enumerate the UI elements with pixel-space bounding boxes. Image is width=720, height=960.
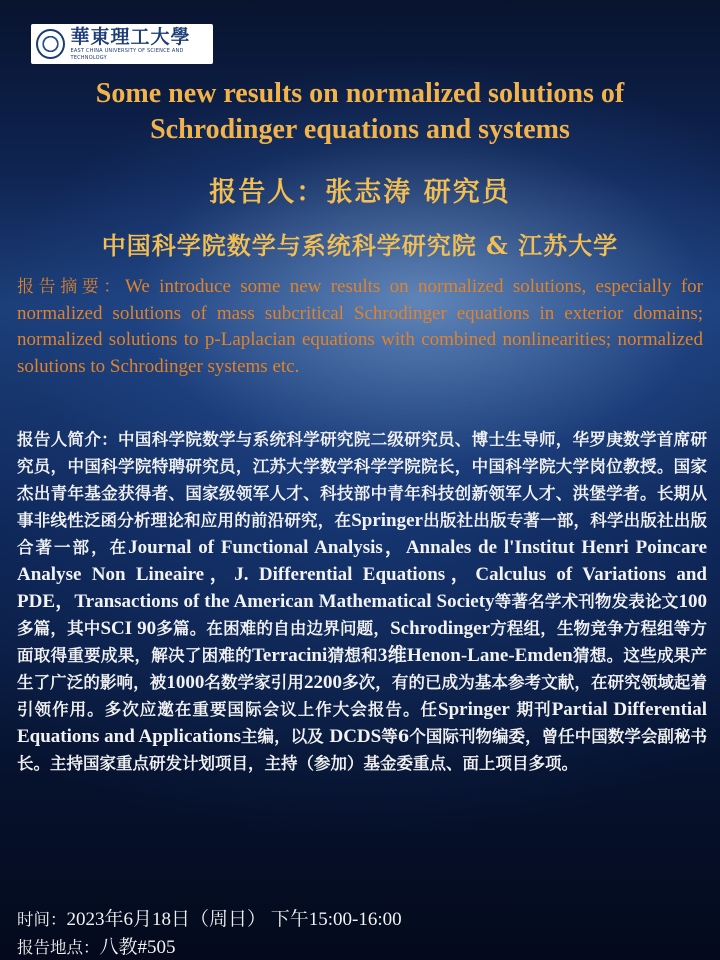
university-logo (31, 24, 213, 64)
bio-text: Partial Differential Equations and Applications (17, 699, 707, 747)
bio-text: 名数学家引用 (204, 673, 304, 692)
bio-number: SCI 90 (100, 618, 157, 639)
place-label: 报告地点： (17, 938, 100, 957)
bio-text: Springer (351, 510, 423, 531)
bio-text: 猜想。这些成果产生了广泛的影响，被 (17, 646, 708, 692)
logo-text (71, 27, 214, 62)
bio-label: 报告人简介： (17, 430, 119, 449)
speaker: 报告人：张志涛 研究员 (209, 177, 511, 208)
abstract-text: We introduce some new results on normalized solutions, especially for normalized solutions of mass subcritical Schrodinger equations in exterior domains; normalized solutions to p-Laplacian equations with combined nonlinearities; normalized solutions to Schrodinger systems etc. (17, 276, 704, 377)
talk-time (17, 904, 402, 931)
bio-text: 出版社出版专著一部，科学出版社出版合著一部，在 (17, 511, 708, 557)
bio-text: 3维Henon-Lane-Emden (377, 645, 573, 666)
bio-text: 多次，有的已成为基本参考文献，在研究领域起着引领作用。多次应邀在重要国际会议上作大会报告。任 (17, 673, 708, 719)
title-line-2: Schrodinger equations and systems (150, 114, 570, 145)
bio-text: 期刊 (509, 700, 552, 719)
bio-text: 等6个国际刊物编委，曾任中国数学会副秘书长。主持国家重点研发计划项目，主持（参加）基金委重点、面上项目多项。 (17, 727, 707, 773)
bio-text: 多篇。在困难的自由边界问题， (156, 619, 391, 638)
bio-text: 方程组，生物竞争方程组等方面取得重要成果，解决了困难的 (17, 619, 708, 665)
bio-text: 主编，以及 (240, 727, 330, 746)
speaker-bio (17, 426, 707, 777)
talk-title (0, 76, 720, 148)
bio-number: 2200 (304, 672, 342, 693)
time-value: 2023年6月18日（周日） 下午15:00-16:00 (66, 909, 402, 930)
title-line-1: Some new results on normalized solutions of (95, 78, 625, 109)
place-value: 八教#505 (99, 937, 176, 958)
bio-text: DCDS (329, 726, 382, 747)
institute: 中国科学院数学与系统科学研究院 & 江苏大学 (101, 231, 619, 260)
abstract (17, 274, 703, 380)
time-label: 时间： (17, 910, 67, 929)
abstract-label: 报告摘要： (17, 277, 125, 297)
bio-text: 中国科学院数学与系统科学研究院二级研究员、博士生导师，华罗庚数学首席研究员，中国科学院特聘研究员，江苏大学数学科学学院院长，中国科学院大学岗位教授。国家杰出青年基金获得者、国家级领军人才、科技部中青年科技创新领军人才、洪堡学者。长期从事非线性泛函分析理论和应用的前沿研究，在 (17, 430, 708, 530)
bio-number: 100 (678, 591, 708, 612)
logo-name-cn: 華東理工大學 (70, 25, 191, 48)
bio-text: Springer (438, 699, 510, 720)
logo-name-en: EAST CHINA UNIVERSITY OF SCIENCE AND TECHNOLOGY (70, 47, 184, 61)
bio-text: 多篇，其中 (17, 619, 101, 638)
bio-text: Terracini (251, 645, 328, 666)
bio-text: 猜想和 (327, 646, 378, 665)
talk-place (17, 932, 176, 959)
bio-number: 1000 (166, 672, 205, 693)
bio-text: 等著名学术刊物发表论文 (494, 592, 679, 611)
bio-journals: Journal of Functional Analysis，Annales de l'Institut Henri Poincare Analyse Non Lineaire，J. Differential Equations，Calculus of Variations and PDE，Transactions of the American Mathematical Society (17, 537, 708, 612)
university-seal-icon (36, 29, 65, 59)
bio-text: Schrodinger (390, 618, 490, 639)
